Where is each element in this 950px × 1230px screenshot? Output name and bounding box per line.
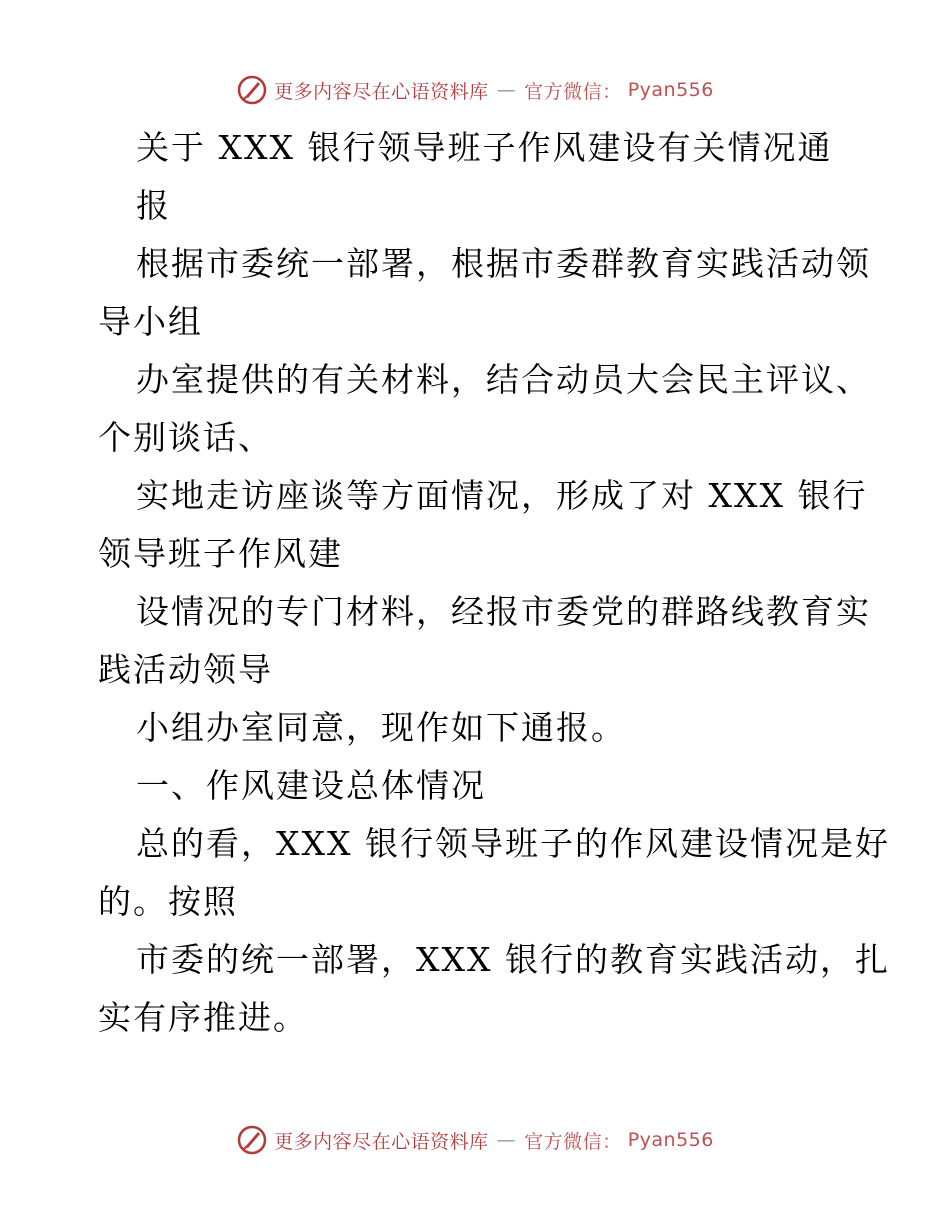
quill-logo-icon [236,74,268,106]
paragraph-line: 总的看，XXX 银行领导班子的作风建设情况是好 [136,824,890,863]
paragraph-line: 领导班子作风建 [98,534,343,573]
paragraph-line: 根据市委统一部署，根据市委群教育实践活动领 [136,244,871,283]
paragraph-line: 市委的统一部署，XXX 银行的教育实践活动，扎 [136,940,890,979]
header-watermark [0,70,950,110]
banner-text: 更多内容尽在心语资料库 [274,1130,489,1153]
paragraph-line: 个别谈话、 [98,418,273,457]
paragraph-line: 践活动领导 [98,650,273,689]
paragraph-line: 实有序推进。 [98,998,308,1037]
banner-text: 更多内容尽在心语资料库 [274,80,489,103]
footer-watermark [0,1120,950,1160]
doc-title-line-1: 关于 XXX 银行领导班子作风建设有关情况通 [136,128,833,167]
paragraph-line: 导小组 [98,302,203,341]
doc-title-line-2: 报 [136,186,171,225]
banner-wechat-id: Pyan556 [627,1129,714,1151]
banner-dash: — [496,79,517,101]
section-heading: 一、作风建设总体情况 [136,766,486,805]
paragraph-line: 小组办室同意，现作如下通报。 [136,708,626,747]
paragraph-line: 设情况的专门材料，经报市委党的群路线教育实 [136,592,871,631]
banner-wechat-id: Pyan556 [627,79,714,101]
banner-wechat-label: 官方微信： [524,80,622,103]
paragraph-line: 实地走访座谈等方面情况，形成了对 XXX 银行 [136,476,868,515]
paragraph-line: 的。按照 [98,882,238,921]
quill-logo-icon [236,1124,268,1156]
banner-wechat-label: 官方微信： [524,1130,622,1153]
banner-dash: — [496,1129,517,1151]
paragraph-line: 办室提供的有关材料，结合动员大会民主评议、 [136,360,871,399]
